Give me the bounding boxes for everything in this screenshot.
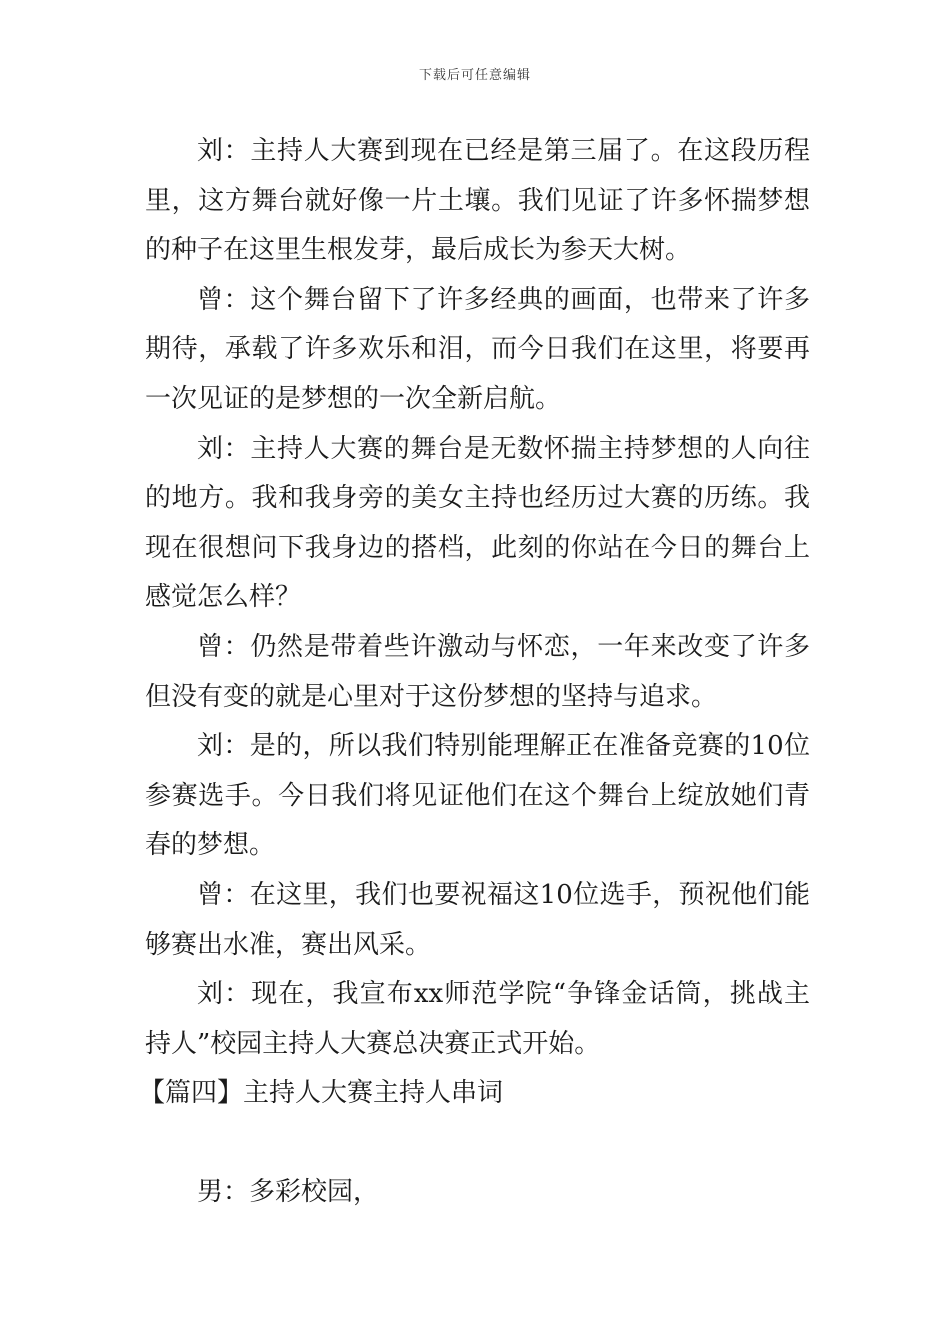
document-body [139,127,810,1218]
paragraph-6: 曾：在这里，我们也要祝福这10位选手，预祝他们能够赛出水准，赛出风采。 [145,879,810,960]
blank-line [145,1119,810,1169]
paragraph-1: 刘：主持人大赛到现在已经是第三届了。在这段历程里，这方舞台就好像一片土壤。我们见证了许多怀揣梦想的种子在这里生根发芽，最后成长为参天大树。 [145,136,810,266]
paragraph-7: 刘：现在，我宣布xx师范学院“争锋金话筒，挑战主持人”校园主持人大赛总决赛正式开始。 [145,979,810,1059]
paragraph-3: 刘：主持人大赛的舞台是无数怀揣主持梦想的人向往的地方。我和我身旁的美女主持也经历过大赛的历练。我现在很想问下我身边的搭档，此刻的你站在今日的舞台上感觉怎么样？ [145,433,810,613]
section-heading: 【篇四】主持人大赛主持人串词 [139,1078,504,1109]
paragraph-4: 曾：仍然是带着些许激动与怀恋，一年来改变了许多但没有变的就是心里对于这份梦想的坚持与追求。 [145,631,810,712]
page-header: 下载后可任意编辑 [418,68,531,83]
paragraph-2: 曾：这个舞台留下了许多经典的画面，也带来了许多期待，承载了许多欢乐和泪，而今日我们在这里，将要再一次见证的是梦想的一次全新启航。 [145,284,810,414]
closing-line: 男：多彩校园， [197,1177,380,1208]
paragraph-5: 刘：是的，所以我们特别能理解正在准备竞赛的10位参赛选手。今日我们将见证他们在这个舞台上绽放她们青春的梦想。 [145,731,810,861]
